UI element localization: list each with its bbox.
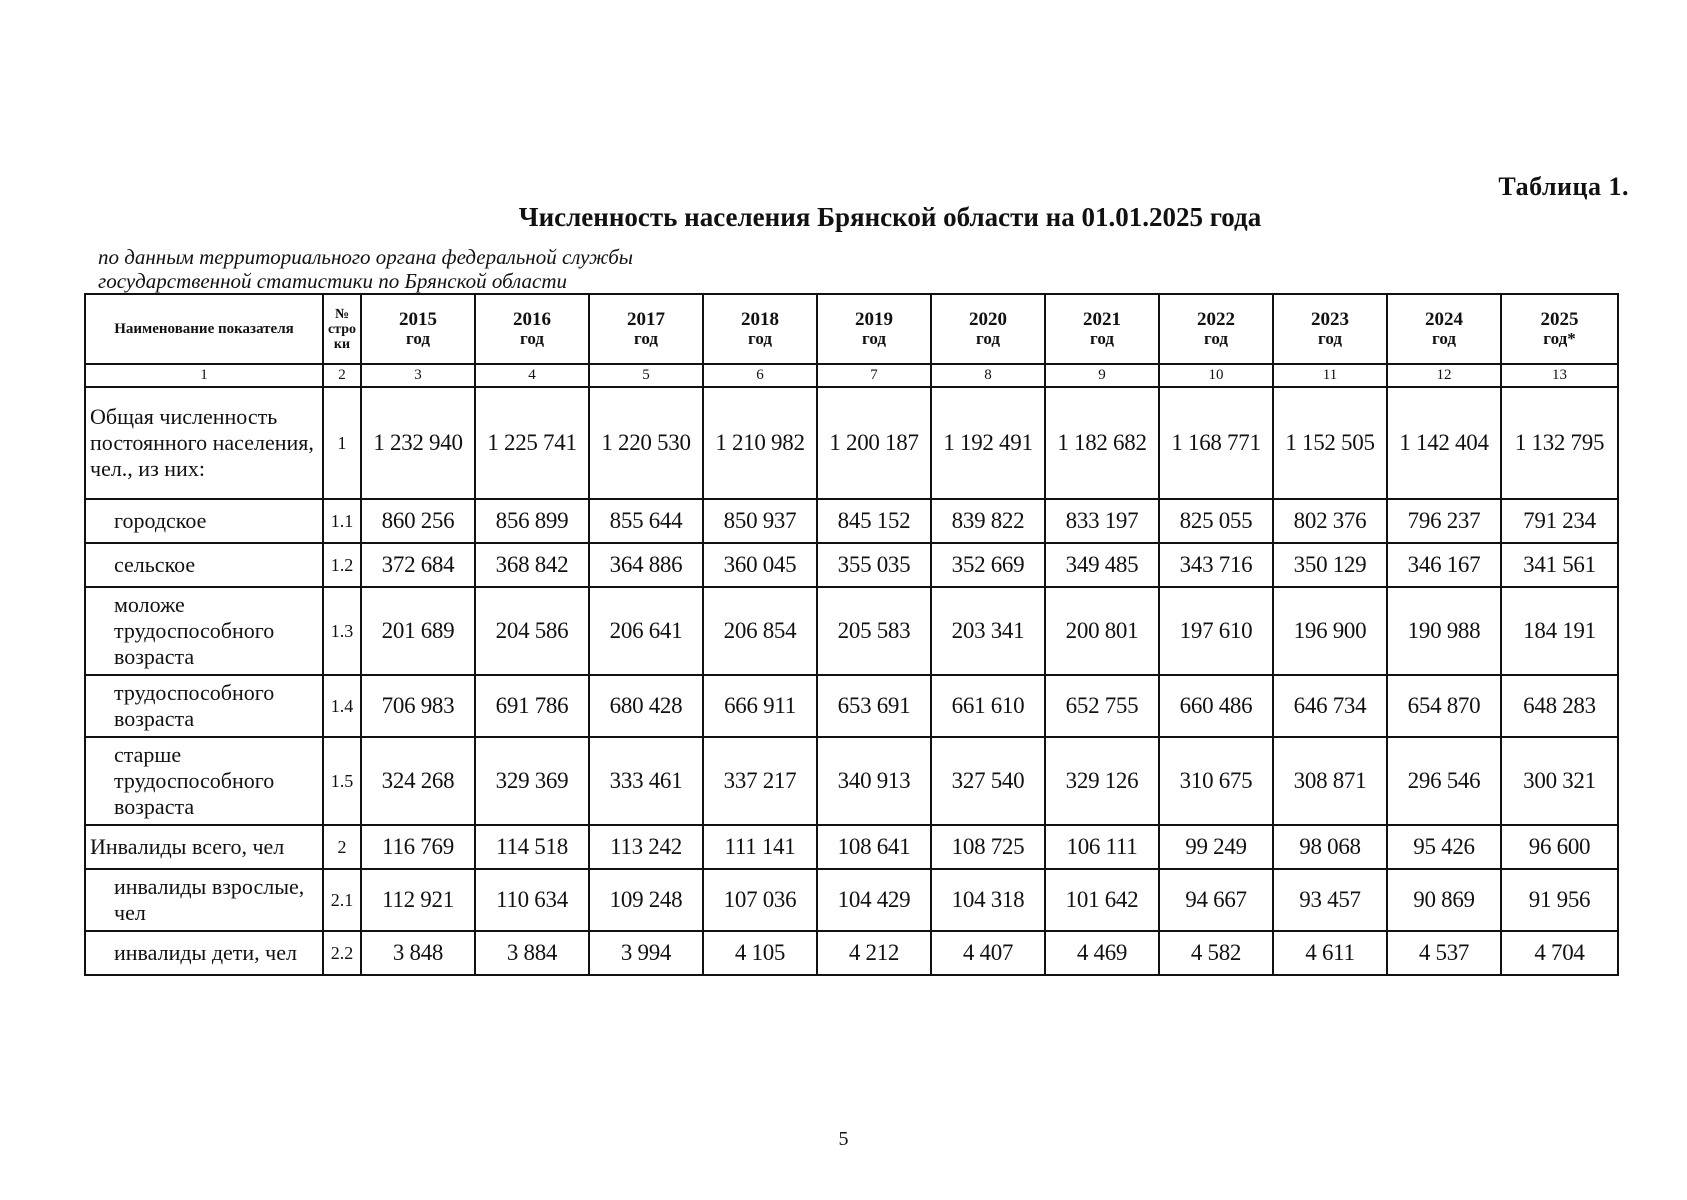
header-year-6 xyxy=(1045,294,1159,364)
table-row xyxy=(85,543,1618,587)
value-cell: 680 428 xyxy=(589,675,703,737)
value-cell: 108 725 xyxy=(931,825,1045,869)
value-cell: 4 469 xyxy=(1045,931,1159,975)
value-cell: 360 045 xyxy=(703,543,817,587)
value-cell: 349 485 xyxy=(1045,543,1159,587)
row-name-cell: инвалиды взрослые, чел xyxy=(85,869,323,931)
header-year-label: 2023 xyxy=(1311,309,1349,330)
row-number-cell: 2.1 xyxy=(323,869,361,931)
value-cell: 4 582 xyxy=(1159,931,1273,975)
header-year-label: 2015 xyxy=(399,309,437,330)
value-cell: 341 561 xyxy=(1501,543,1618,587)
header-year-7 xyxy=(1159,294,1273,364)
value-cell: 327 540 xyxy=(931,737,1045,825)
value-cell: 364 886 xyxy=(589,543,703,587)
header-year-unit: год xyxy=(406,329,430,348)
header-year-1 xyxy=(475,294,589,364)
column-number-cell: 3 xyxy=(361,364,475,387)
value-cell: 4 611 xyxy=(1273,931,1387,975)
row-name-cell: инвалиды дети, чел xyxy=(85,931,323,975)
value-cell: 310 675 xyxy=(1159,737,1273,825)
value-cell: 203 341 xyxy=(931,587,1045,675)
value-cell: 653 691 xyxy=(817,675,931,737)
value-cell: 839 822 xyxy=(931,499,1045,543)
value-cell: 184 191 xyxy=(1501,587,1618,675)
value-cell: 205 583 xyxy=(817,587,931,675)
value-cell: 368 842 xyxy=(475,543,589,587)
value-cell: 856 899 xyxy=(475,499,589,543)
value-cell: 860 256 xyxy=(361,499,475,543)
table-row xyxy=(85,931,1618,975)
value-cell: 200 801 xyxy=(1045,587,1159,675)
header-row-number-line-2: стро xyxy=(327,321,357,337)
value-cell: 107 036 xyxy=(703,869,817,931)
value-cell: 196 900 xyxy=(1273,587,1387,675)
value-cell: 661 610 xyxy=(931,675,1045,737)
header-year-unit: год xyxy=(634,329,658,348)
value-cell: 112 921 xyxy=(361,869,475,931)
header-row-number-line-1: № xyxy=(334,306,350,322)
header-row-number-line-3: ки xyxy=(333,336,351,352)
header-year-label: 2016 xyxy=(513,309,551,330)
page-number: 5 xyxy=(838,1128,849,1150)
row-name-cell: моложе трудоспособного возраста xyxy=(85,587,323,675)
table-body xyxy=(85,387,1618,975)
table-row xyxy=(85,825,1618,869)
row-number-cell: 1.4 xyxy=(323,675,361,737)
value-cell: 796 237 xyxy=(1387,499,1501,543)
value-cell: 116 769 xyxy=(361,825,475,869)
value-cell: 346 167 xyxy=(1387,543,1501,587)
value-cell: 1 168 771 xyxy=(1159,387,1273,499)
value-cell: 666 911 xyxy=(703,675,817,737)
value-cell: 109 248 xyxy=(589,869,703,931)
table-row xyxy=(85,675,1618,737)
value-cell: 104 318 xyxy=(931,869,1045,931)
value-cell: 206 854 xyxy=(703,587,817,675)
population-table xyxy=(84,293,1619,976)
value-cell: 3 884 xyxy=(475,931,589,975)
row-number-cell: 1.3 xyxy=(323,587,361,675)
value-cell: 111 141 xyxy=(703,825,817,869)
header-year-label: 2021 xyxy=(1083,309,1121,330)
column-number-cell: 6 xyxy=(703,364,817,387)
header-year-0 xyxy=(361,294,475,364)
header-year-unit: год xyxy=(1090,329,1114,348)
value-cell: 845 152 xyxy=(817,499,931,543)
value-cell: 1 210 982 xyxy=(703,387,817,499)
header-year-4 xyxy=(817,294,931,364)
value-cell: 1 142 404 xyxy=(1387,387,1501,499)
table-header-row xyxy=(85,294,1618,364)
value-cell: 833 197 xyxy=(1045,499,1159,543)
value-cell: 855 644 xyxy=(589,499,703,543)
value-cell: 300 321 xyxy=(1501,737,1618,825)
row-name-cell: Общая численность постоянного населения, чел., из них: xyxy=(85,387,323,499)
value-cell: 337 217 xyxy=(703,737,817,825)
header-year-label: 2024 xyxy=(1425,309,1463,330)
value-cell: 3 994 xyxy=(589,931,703,975)
header-name-column: Наименование показателя xyxy=(85,294,323,364)
value-cell: 352 669 xyxy=(931,543,1045,587)
value-cell: 1 132 795 xyxy=(1501,387,1618,499)
value-cell: 691 786 xyxy=(475,675,589,737)
row-number-cell: 1.1 xyxy=(323,499,361,543)
table-row xyxy=(85,587,1618,675)
value-cell: 340 913 xyxy=(817,737,931,825)
column-number-cell: 8 xyxy=(931,364,1045,387)
row-name-cell: старше трудоспособного возраста xyxy=(85,737,323,825)
value-cell: 91 956 xyxy=(1501,869,1618,931)
column-number-cell: 4 xyxy=(475,364,589,387)
value-cell: 350 129 xyxy=(1273,543,1387,587)
document-title: Численность населения Брянской области на 01.01.2025 года xyxy=(518,202,1262,232)
value-cell: 825 055 xyxy=(1159,499,1273,543)
value-cell: 94 667 xyxy=(1159,869,1273,931)
header-year-unit: год xyxy=(1204,329,1228,348)
value-cell: 802 376 xyxy=(1273,499,1387,543)
value-cell: 652 755 xyxy=(1045,675,1159,737)
value-cell: 1 220 530 xyxy=(589,387,703,499)
header-row-number-column xyxy=(323,294,361,364)
header-year-label: 2025 xyxy=(1540,309,1579,330)
row-name-cell: Инвалиды всего, чел xyxy=(85,825,323,869)
value-cell: 3 848 xyxy=(361,931,475,975)
row-number-cell: 1 xyxy=(323,387,361,499)
value-cell: 1 200 187 xyxy=(817,387,931,499)
column-number-cell: 2 xyxy=(323,364,361,387)
header-year-3 xyxy=(703,294,817,364)
table-row xyxy=(85,869,1618,931)
header-year-unit: год xyxy=(862,329,886,348)
value-cell: 372 684 xyxy=(361,543,475,587)
value-cell: 4 537 xyxy=(1387,931,1501,975)
source-note-line-1: по данным территориального органа федеральной службы xyxy=(98,245,633,269)
value-cell: 190 988 xyxy=(1387,587,1501,675)
value-cell: 114 518 xyxy=(475,825,589,869)
header-year-2 xyxy=(589,294,703,364)
value-cell: 329 369 xyxy=(475,737,589,825)
table-row xyxy=(85,387,1618,499)
table-label: Таблица 1. xyxy=(1498,172,1629,201)
value-cell: 101 642 xyxy=(1045,869,1159,931)
value-cell: 95 426 xyxy=(1387,825,1501,869)
column-number-cell: 10 xyxy=(1159,364,1273,387)
value-cell: 343 716 xyxy=(1159,543,1273,587)
value-cell: 660 486 xyxy=(1159,675,1273,737)
value-cell: 706 983 xyxy=(361,675,475,737)
source-note xyxy=(98,245,798,293)
row-number-cell: 2.2 xyxy=(323,931,361,975)
value-cell: 1 232 940 xyxy=(361,387,475,499)
column-number-cell: 11 xyxy=(1273,364,1387,387)
value-cell: 104 429 xyxy=(817,869,931,931)
value-cell: 90 869 xyxy=(1387,869,1501,931)
header-year-label: 2020 xyxy=(969,309,1007,330)
value-cell: 648 283 xyxy=(1501,675,1618,737)
header-year-8 xyxy=(1273,294,1387,364)
header-year-unit: год xyxy=(748,329,772,348)
source-note-line-2: государственной статистики по Брянской области xyxy=(98,269,568,293)
value-cell: 333 461 xyxy=(589,737,703,825)
value-cell: 355 035 xyxy=(817,543,931,587)
header-year-label: 2022 xyxy=(1197,309,1235,330)
column-number-row xyxy=(85,364,1618,387)
header-year-unit: год xyxy=(976,329,1000,348)
value-cell: 108 641 xyxy=(817,825,931,869)
value-cell: 4 212 xyxy=(817,931,931,975)
row-name-cell: трудоспособного возраста xyxy=(85,675,323,737)
value-cell: 646 734 xyxy=(1273,675,1387,737)
column-number-cell: 1 xyxy=(85,364,323,387)
row-number-cell: 1.2 xyxy=(323,543,361,587)
value-cell: 1 225 741 xyxy=(475,387,589,499)
value-cell: 4 407 xyxy=(931,931,1045,975)
value-cell: 1 182 682 xyxy=(1045,387,1159,499)
header-year-label: 2018 xyxy=(741,309,779,330)
value-cell: 4 704 xyxy=(1501,931,1618,975)
row-number-cell: 2 xyxy=(323,825,361,869)
value-cell: 850 937 xyxy=(703,499,817,543)
header-year-5 xyxy=(931,294,1045,364)
header-year-label: 2017 xyxy=(627,309,665,330)
value-cell: 4 105 xyxy=(703,931,817,975)
column-number-cell: 13 xyxy=(1501,364,1618,387)
value-cell: 99 249 xyxy=(1159,825,1273,869)
value-cell: 308 871 xyxy=(1273,737,1387,825)
header-year-unit: год xyxy=(1318,329,1342,348)
row-number-cell: 1.5 xyxy=(323,737,361,825)
value-cell: 791 234 xyxy=(1501,499,1618,543)
value-cell: 1 152 505 xyxy=(1273,387,1387,499)
header-year-unit: год xyxy=(1432,329,1456,348)
header-year-9 xyxy=(1387,294,1501,364)
column-number-cell: 12 xyxy=(1387,364,1501,387)
value-cell: 98 068 xyxy=(1273,825,1387,869)
row-name-cell: городское xyxy=(85,499,323,543)
table-row xyxy=(85,737,1618,825)
value-cell: 324 268 xyxy=(361,737,475,825)
column-number-cell: 5 xyxy=(589,364,703,387)
header-year-10 xyxy=(1501,294,1618,364)
value-cell: 1 192 491 xyxy=(931,387,1045,499)
header-year-unit: год xyxy=(520,329,544,348)
value-cell: 197 610 xyxy=(1159,587,1273,675)
table-row xyxy=(85,499,1618,543)
value-cell: 204 586 xyxy=(475,587,589,675)
value-cell: 201 689 xyxy=(361,587,475,675)
column-number-cell: 9 xyxy=(1045,364,1159,387)
header-year-unit: год* xyxy=(1543,329,1576,348)
value-cell: 654 870 xyxy=(1387,675,1501,737)
value-cell: 96 600 xyxy=(1501,825,1618,869)
row-name-cell: сельское xyxy=(85,543,323,587)
value-cell: 329 126 xyxy=(1045,737,1159,825)
value-cell: 106 111 xyxy=(1045,825,1159,869)
value-cell: 113 242 xyxy=(589,825,703,869)
value-cell: 93 457 xyxy=(1273,869,1387,931)
header-year-label: 2019 xyxy=(855,309,893,330)
value-cell: 296 546 xyxy=(1387,737,1501,825)
value-cell: 110 634 xyxy=(475,869,589,931)
value-cell: 206 641 xyxy=(589,587,703,675)
column-number-cell: 7 xyxy=(817,364,931,387)
